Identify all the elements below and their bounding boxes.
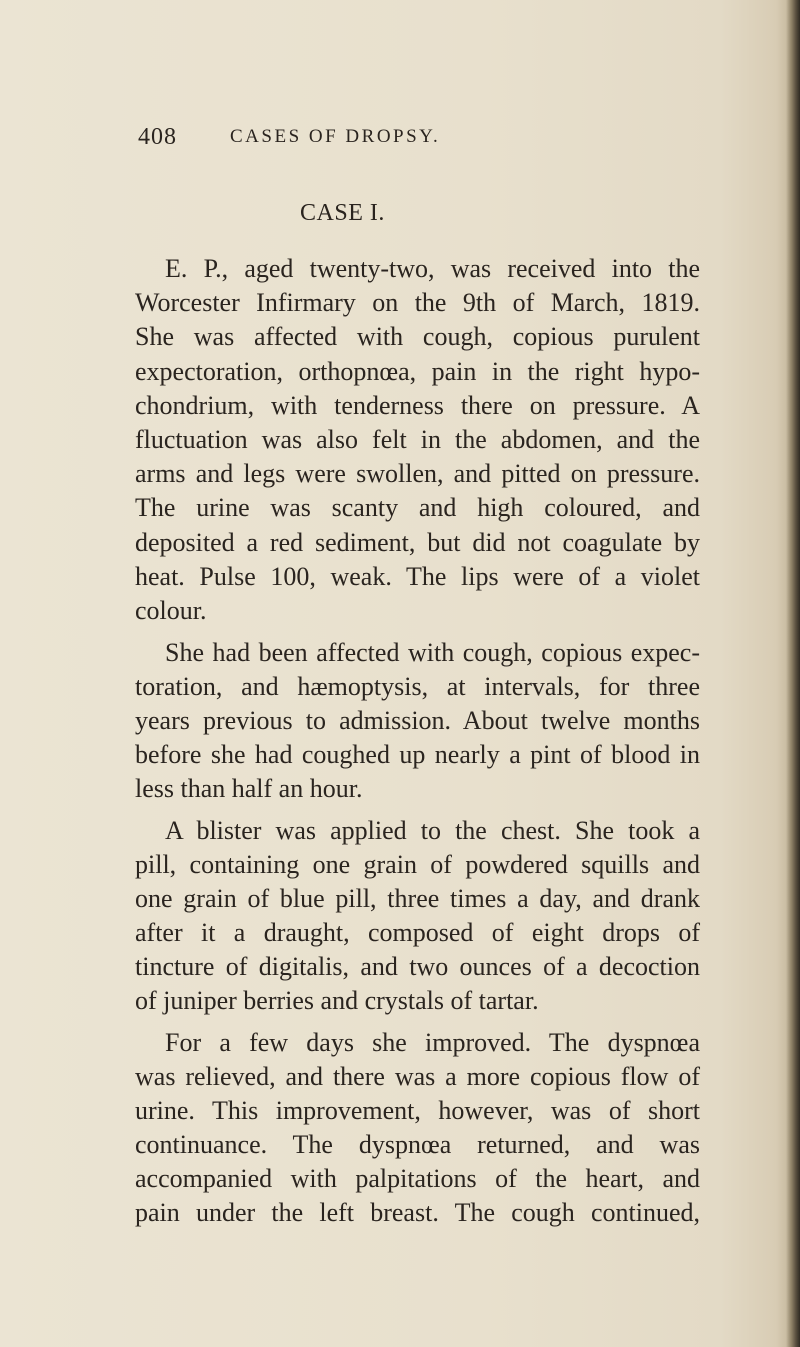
text-line: For a few days she improved. The dyspnœa [165,1028,700,1057]
text-line: The urine was scanty and high coloured, and [135,493,700,522]
running-title: CASES OF DROPSY. [230,126,441,147]
text-line: of juniper berries and crystals of tartar. [135,986,539,1015]
text-line: deposited a red sediment, but did not coagulate by [135,528,700,557]
text-line: one grain of blue pill, three times a day, and drank [135,884,700,913]
running-head [138,124,598,154]
text-line: fluctuation was also felt in the abdomen, and the [135,425,700,454]
text-line: less than half an hour. [135,774,363,803]
text-line: toration, and hæmoptysis, at intervals, for three [135,672,700,701]
text-line: expectoration, orthopnœa, pain in the right hypo- [135,357,700,386]
text-line: years previous to admission. About twelve months [135,706,700,735]
page-edge-shadow [786,0,800,1347]
text-line: pain under the left breast. The cough continued, [135,1198,700,1227]
text-line: Worcester Infirmary on the 9th of March, 1819. [135,288,700,317]
text-line: accompanied with palpitations of the heart, and [135,1164,700,1193]
text-line: colour. [135,596,207,625]
text-line: continuance. The dyspnœa returned, and was [135,1130,700,1159]
text-line: She was affected with cough, copious purulent [135,322,700,351]
case-heading: CASE I. [300,200,385,226]
text-line: tincture of digitalis, and two ounces of a decoction [135,952,700,981]
text-line: A blister was applied to the chest. She took a [165,816,700,845]
text-line: heat. Pulse 100, weak. The lips were of a violet [135,562,700,591]
text-line: E. P., aged twenty-two, was received into the [165,254,700,283]
page-number: 408 [138,124,177,150]
text-line: urine. This improvement, however, was of short [135,1096,700,1125]
text-line: pill, containing one grain of powdered squills and [135,850,700,879]
text-line: She had been affected with cough, copious expec- [165,638,700,667]
text-line: arms and legs were swollen, and pitted on pressure. [135,459,700,488]
text-line: was relieved, and there was a more copious flow of [135,1062,700,1091]
text-line: before she had coughed up nearly a pint of blood in [135,740,700,769]
text-line: after it a draught, composed of eight drops of [135,918,700,947]
text-line: chondrium, with tenderness there on pressure. A [135,391,700,420]
